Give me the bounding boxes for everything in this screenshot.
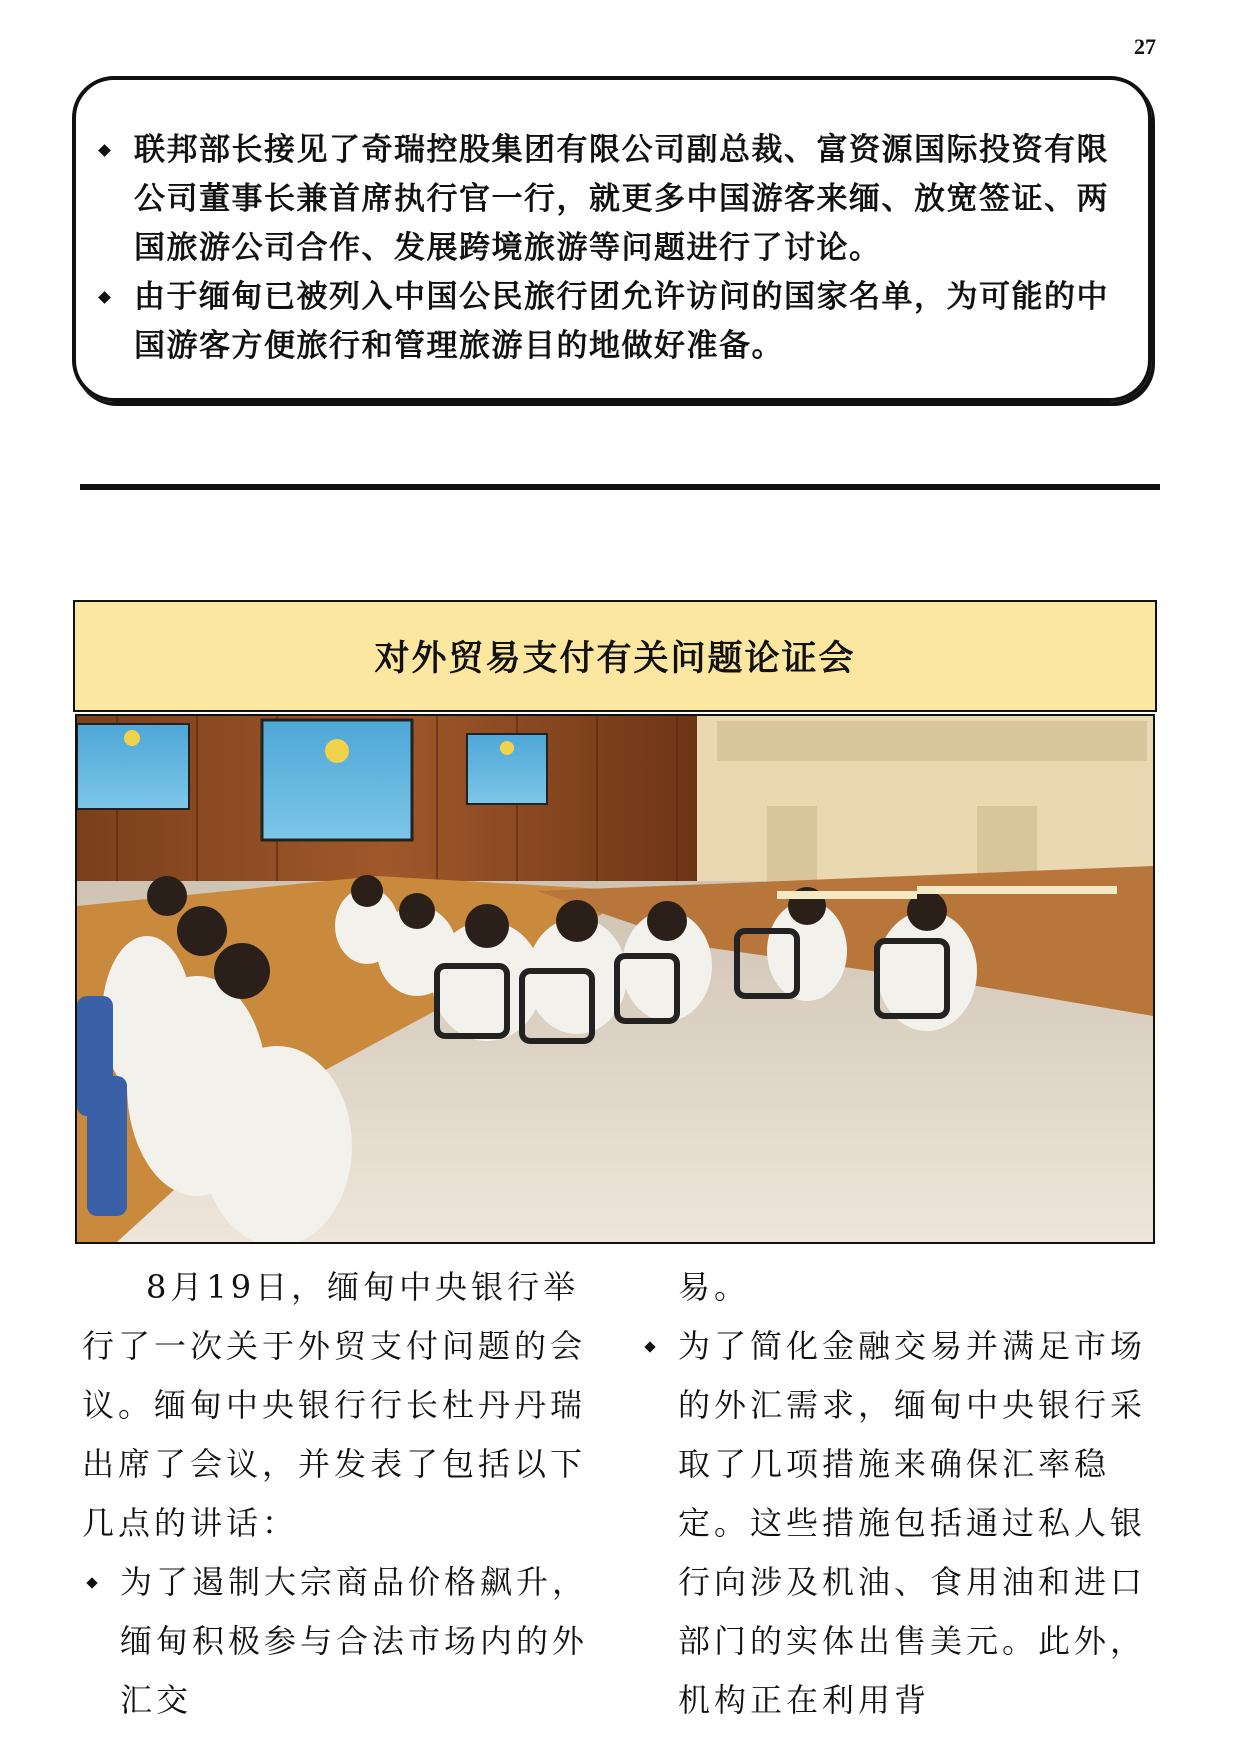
article-bullet-text: 为了遏制大宗商品价格飙升，缅甸积极参与合法市场内的外汇交 [120,1563,589,1719]
article-column-right [640,1258,1160,1730]
summary-item [96,273,1112,371]
article-title: 对外贸易支付有关问题论证会 [374,638,856,679]
diamond-bullet-icon [98,291,111,304]
article-column-left [82,1258,602,1730]
section-divider [80,484,1160,490]
page-number: 27 [1134,34,1156,59]
article-title-banner [73,600,1157,712]
article-bullet-continuation: 易。 [678,1268,751,1306]
summary-item-text: 由于缅甸已被列入中国公民旅行团允许访问的国家名单，为可能的中国游客方便旅行和管理旅游目的地做好准备。 [134,279,1109,364]
summary-list [96,126,1112,371]
summary-item [96,126,1112,273]
meeting-photo-illustration [77,716,1153,1242]
article-bullet [82,1553,602,1730]
article-bullet-text: 为了简化金融交易并满足市场的外汇需求，缅甸中央银行采取了几项措施来确保汇率稳定。这些措施包括通过私人银行向涉及机油、食用油和进口部门的实体出售美元。此外，机构正在利用背 [678,1327,1147,1719]
diamond-bullet-icon [644,1341,655,1352]
summary-box [72,76,1152,402]
article-intro: 8月19日，缅甸中央银行举行了一次关于外贸支付问题的会议。缅甸中央银行行长杜丹丹瑞出席了会议，并发表了包括以下几点的讲话： [82,1268,587,1542]
article-bullet [640,1317,1160,1730]
summary-item-text: 联邦部长接见了奇瑞控股集团有限公司副总裁、富资源国际投资有限公司董事长兼首席执行官一行，就更多中国游客来缅、放宽签证、两国旅游公司合作、发展跨境旅游等问题进行了讨论。 [134,132,1109,266]
diamond-bullet-icon [86,1577,97,1588]
diamond-bullet-icon [98,144,111,157]
meeting-photo [75,714,1155,1244]
